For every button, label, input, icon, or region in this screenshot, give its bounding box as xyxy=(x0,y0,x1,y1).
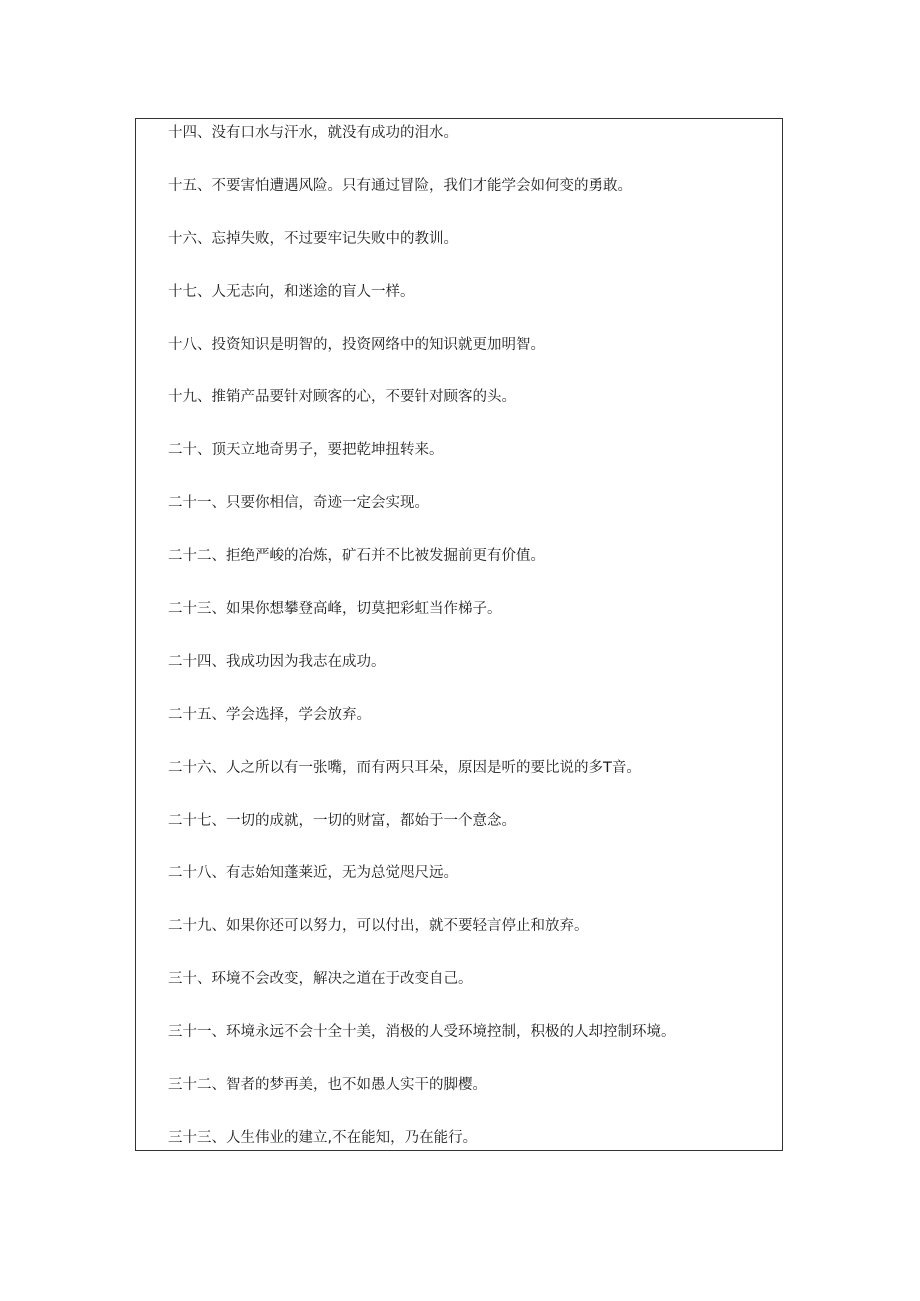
quote-item: 十六、忘掉失败，不过要牢记失败中的教训。 xyxy=(168,230,458,247)
quote-item: 三十一、环境永远不会十全十美，消极的人受环境控制，积极的人却控制环境。 xyxy=(168,1024,676,1041)
quote-item: 三十二、智者的梦再美，也不如愚人实干的脚樱。 xyxy=(168,1077,487,1094)
quote-item: 二十五、学会选择，学会放弃。 xyxy=(168,706,371,723)
quote-item: 二十七、一切的成就，一切的财富，都始于一个意念。 xyxy=(168,812,516,829)
quote-item: 二十二、拒绝严峻的冶炼，矿石并不比被发掘前更有价值。 xyxy=(168,548,545,565)
quote-item: 十九、推销产品要针对顾客的心，不要针对顾客的头。 xyxy=(168,389,516,406)
quote-list xyxy=(168,119,772,1177)
quote-item: 三十、环境不会改变，解决之道在于改变自己。 xyxy=(168,971,473,988)
quote-item: 二十一、只要你相信，奇迹一定会实现。 xyxy=(168,495,429,512)
quote-item: 十四、没有口水与汗水，就没有成功的泪水。 xyxy=(168,125,458,141)
quote-item: 十七、人无志向，和迷途的盲人一样。 xyxy=(168,283,415,300)
quote-item: 二十四、我成功因为我志在成功。 xyxy=(168,653,386,670)
quote-item: 十五、不要害怕遭遇风险。只有通过冒险，我们才能学会如何变的勇敢。 xyxy=(168,177,632,194)
quote-item: 二十八、有志始知蓬莱近，无为总觉咫尺远。 xyxy=(168,865,458,882)
document-frame xyxy=(135,118,783,1151)
quote-item: 二十九、如果你还可以努力，可以付出，就不要轻言停止和放弃。 xyxy=(168,918,589,935)
quote-item: 三十三、人生伟业的建立,不在能知，乃在能行。 xyxy=(168,1129,478,1146)
quote-item: 二十三、如果你想攀登高峰，切莫把彩虹当作梯子。 xyxy=(168,601,502,618)
quote-item: 二十六、人之所以有一张嘴，而有两只耳朵，原因是听的要比说的多T音。 xyxy=(168,759,641,776)
quote-item: 二十、顶天立地奇男子，要把乾坤扭转来。 xyxy=(168,442,444,459)
quote-item: 十八、投资知识是明智的，投资网络中的知识就更加明智。 xyxy=(168,336,545,353)
